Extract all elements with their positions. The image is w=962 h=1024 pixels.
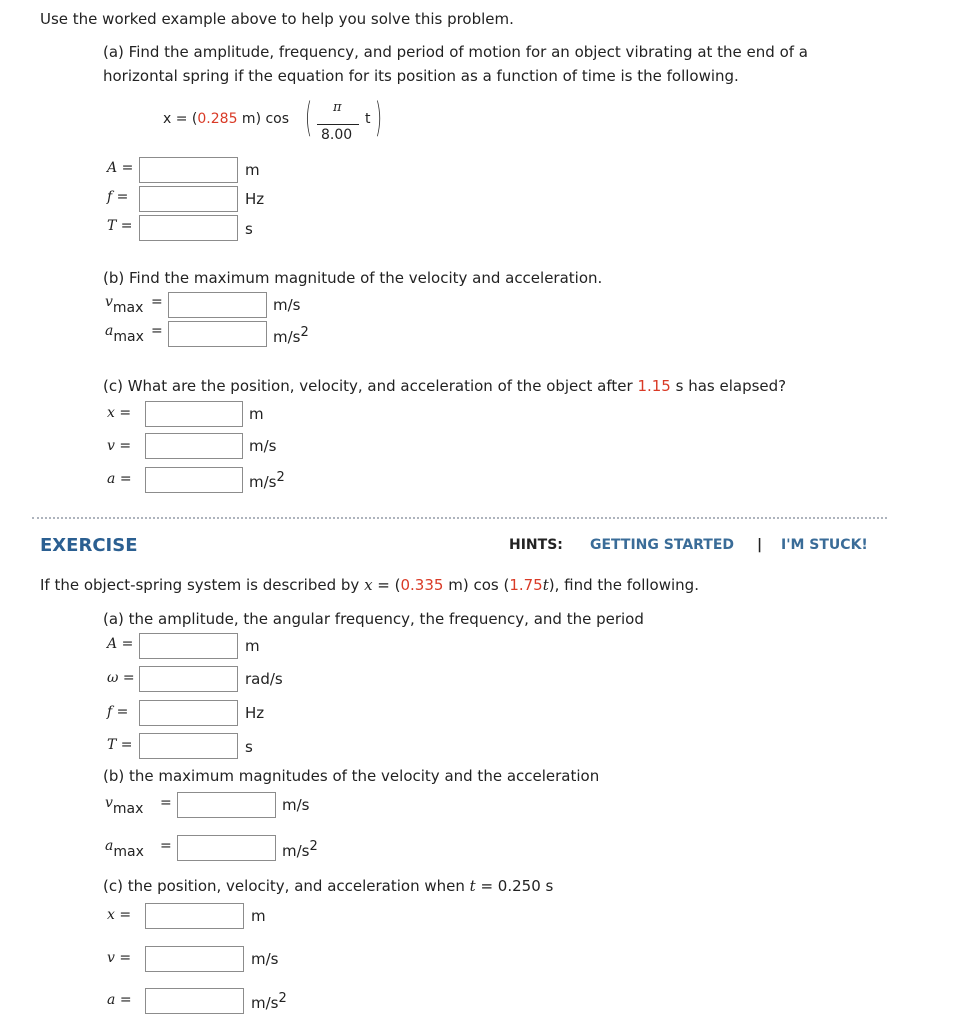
exercise-period-input[interactable] (139, 733, 238, 759)
eq-paren-close: ) (375, 95, 383, 141)
elapsed-time-value: 1.15 (637, 377, 671, 395)
period-input[interactable] (139, 215, 238, 241)
exercise-description: If the object-spring system is described by x = (0.335 m) cos (1.75t), find the following. (40, 576, 699, 594)
eq-numerator: π (333, 100, 342, 115)
exercise-amax-input[interactable] (177, 835, 276, 861)
unit-label: m (245, 637, 260, 655)
eq-prefix: x = ( (163, 111, 198, 127)
position-input[interactable] (145, 401, 243, 427)
unit-label: s (245, 220, 253, 238)
equals-sign: = (116, 189, 129, 205)
var-label: a (105, 323, 114, 339)
acceleration-input[interactable] (145, 467, 243, 493)
eq-fraction-bar (317, 124, 359, 125)
equals-sign: = (119, 438, 132, 454)
unit-label: s (245, 738, 253, 756)
exercise-amplitude-value: 0.335 (400, 576, 444, 594)
exercise-part-b-prompt: (b) the maximum magnitudes of the velocity and the acceleration (103, 767, 600, 785)
equals-sign: = (151, 323, 163, 339)
eq-paren-open: ( (305, 95, 313, 141)
exercise-title: EXERCISE (40, 535, 138, 556)
hint-getting-started-link[interactable]: GETTING STARTED (590, 537, 735, 553)
velocity-input[interactable] (145, 433, 243, 459)
exercise-frequency-input[interactable] (139, 700, 238, 726)
unit-label: m/s (273, 296, 301, 314)
eq-denominator: 8.00 (321, 127, 353, 143)
exercise-part-c-prompt: (c) the position, velocity, and acceleration when t = 0.250 s (103, 877, 554, 895)
unit-label: m (245, 161, 260, 179)
exercise-position-input[interactable] (145, 903, 244, 929)
eq-t: t (365, 111, 371, 127)
var-label: v (105, 294, 113, 310)
equals-sign: = (121, 160, 134, 176)
unit-label: Hz (245, 190, 265, 208)
vmax-input[interactable] (168, 292, 267, 318)
frequency-input[interactable] (139, 186, 238, 212)
unit-label: $m/s^2$ (282, 839, 318, 860)
part-c-prompt: (c) What are the position, velocity, and acceleration of the object after 1.15 s has elapsed? (103, 377, 787, 395)
hint-im-stuck-link[interactable]: I'M STUCK! (781, 537, 868, 553)
part-a-prompt-line1: (a) Find the amplitude, frequency, and period of motion for an object vibrating at the end of a (103, 43, 808, 61)
var-subscript: max (113, 329, 144, 345)
var-label: a (107, 992, 116, 1008)
var-label: A (107, 636, 118, 652)
equals-sign: = (120, 218, 133, 234)
equals-sign: = (160, 795, 172, 811)
var-label: ω (107, 670, 119, 686)
unit-label: Hz (245, 704, 265, 722)
exercise-velocity-input[interactable] (145, 946, 244, 972)
exercise-angular-frequency-input[interactable] (139, 666, 238, 692)
unit-label: m/s (282, 796, 310, 814)
intro-text: Use the worked example above to help you solve this problem. (40, 10, 514, 28)
exercise-omega-value: 1.75 (509, 576, 543, 594)
var-subscript: max (113, 844, 144, 860)
var-subscript: max (112, 801, 144, 817)
equals-sign: = (119, 405, 132, 421)
part-b-prompt: (b) Find the maximum magnitude of the velocity and acceleration. (103, 269, 603, 287)
unit-label: $m/s^2$ (249, 470, 285, 491)
exercise-part-a-prompt: (a) the amplitude, the angular frequency, the frequency, and the period (103, 610, 644, 628)
equals-sign: = (160, 838, 172, 854)
equals-sign: = (121, 636, 134, 652)
exercise-acceleration-input[interactable] (145, 988, 244, 1014)
equals-sign: = (119, 471, 132, 487)
var-label: a (105, 838, 114, 854)
hints-label: HINTS: (509, 537, 563, 553)
var-label: f (107, 189, 113, 205)
var-label: x (107, 405, 115, 421)
equals-sign: = (119, 950, 132, 966)
hint-separator: | (757, 537, 763, 553)
amax-input[interactable] (168, 321, 267, 347)
exercise-amplitude-input[interactable] (139, 633, 238, 659)
var-label: v (105, 795, 113, 811)
var-label: x (107, 907, 115, 923)
var-label: T (107, 218, 117, 234)
var-label: a (107, 471, 116, 487)
eq-mid: m) cos (237, 111, 290, 127)
eq-amplitude: 0.285 (197, 111, 238, 127)
section-divider (32, 517, 887, 519)
part-a-prompt-line2: horizontal spring if the equation for its position as a function of time is the following. (103, 67, 739, 85)
equals-sign: = (120, 737, 133, 753)
equals-sign: = (116, 704, 129, 720)
equals-sign: = (151, 294, 163, 310)
amplitude-input[interactable] (139, 157, 238, 183)
unit-label: m (249, 405, 264, 423)
unit-label: m/s (249, 437, 277, 455)
var-label: f (107, 704, 113, 720)
var-label: T (107, 737, 117, 753)
unit-label: rad/s (245, 670, 283, 688)
exercise-vmax-input[interactable] (177, 792, 276, 818)
equals-sign: = (119, 992, 132, 1008)
var-label: v (107, 950, 115, 966)
unit-label: m/s (251, 950, 279, 968)
var-label: v (107, 438, 115, 454)
equals-sign: = (119, 907, 132, 923)
unit-label: m (251, 907, 266, 925)
var-label: A (107, 160, 118, 176)
unit-label: $m/s^2$ (273, 325, 309, 346)
equals-sign: = (122, 670, 135, 686)
var-subscript: max (112, 300, 144, 316)
unit-label: $m/s^2$ (251, 991, 287, 1012)
